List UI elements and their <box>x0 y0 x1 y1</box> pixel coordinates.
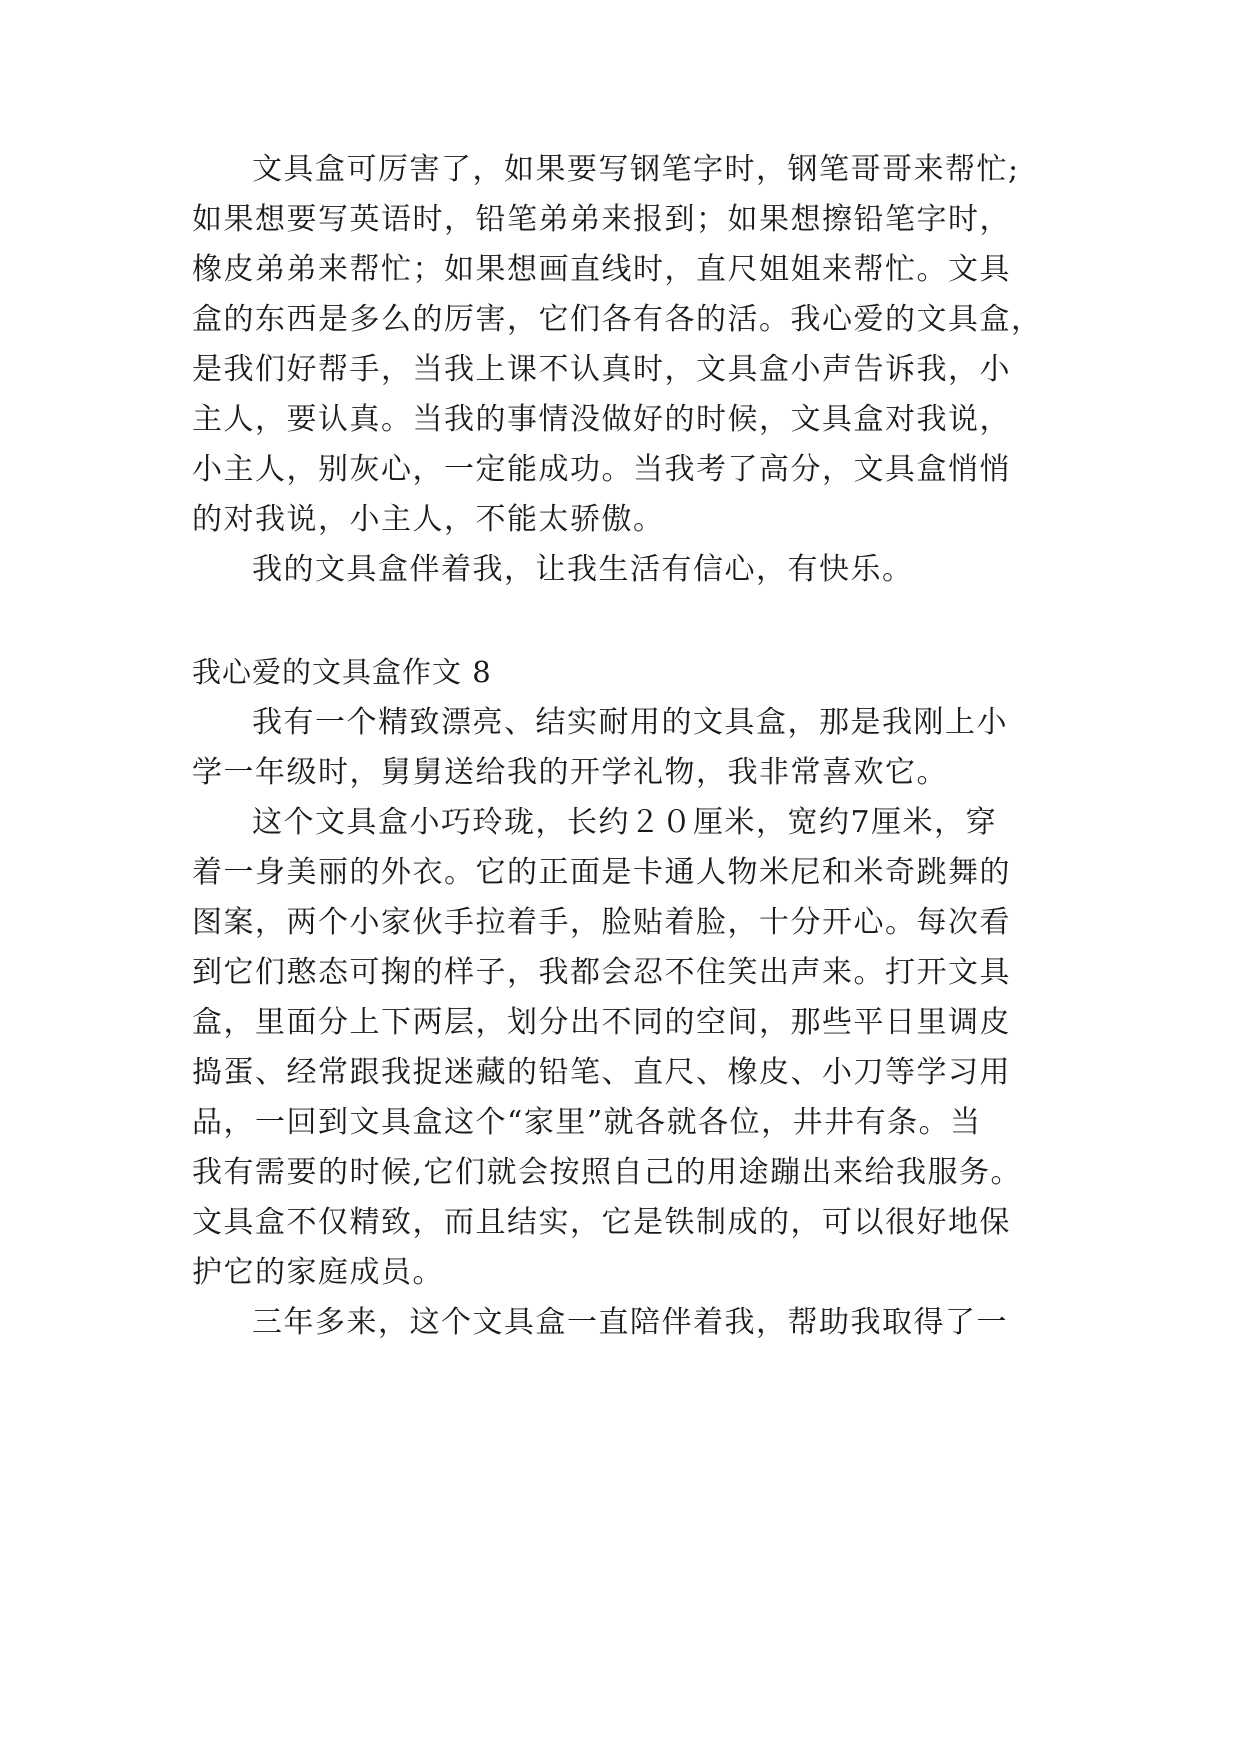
paragraph-line: 学一年级时，舅舅送给我的开学礼物，我非常喜欢它。 <box>192 755 948 790</box>
paragraph-line: 橡皮弟弟来帮忙；如果想画直线时，直尺姐姐来帮忙。文具 <box>192 252 1011 287</box>
paragraph-line: 我的文具盒伴着我，让我生活有信心，有快乐。 <box>252 552 914 587</box>
paragraph-line: 护它的家庭成员。 <box>192 1255 444 1290</box>
paragraph-line: 我有一个精致漂亮、结实耐用的文具盒，那是我刚上小 <box>252 705 1008 740</box>
paragraph-line: 小主人，别灰心，一定能成功。当我考了高分，文具盒悄悄 <box>192 452 1011 487</box>
paragraph-line: 盒，里面分上下两层，划分出不同的空间，那些平日里调皮 <box>192 1005 1011 1040</box>
paragraph-line: 图案，两个小家伙手拉着手，脸贴着脸，十分开心。每次看 <box>192 905 1011 940</box>
paragraph-line: 如果想要写英语时，铅笔弟弟来报到；如果想擦铅笔字时， <box>192 202 1011 237</box>
paragraph-line: 主人，要认真。当我的事情没做好的时候，文具盒对我说， <box>192 402 1011 437</box>
section-heading: 我心爱的文具盒作文 8 <box>192 655 492 689</box>
paragraph-line: 盒的东西是多么的厉害，它们各有各的活。我心爱的文具盒， <box>192 302 1043 337</box>
paragraph-line: 到它们憨态可掬的样子，我都会忍不住笑出声来。打开文具 <box>192 955 1011 990</box>
paragraph-line: 捣蛋、经常跟我捉迷藏的铅笔、直尺、橡皮、小刀等学习用 <box>192 1055 1011 1090</box>
paragraph-line: 是我们好帮手，当我上课不认真时，文具盒小声告诉我，小 <box>192 352 1011 387</box>
paragraph-line: 三年多来，这个文具盒一直陪伴着我，帮助我取得了一 <box>252 1305 1008 1340</box>
paragraph-line: 文具盒可厉害了，如果要写钢笔字时，钢笔哥哥来帮忙; <box>252 152 1020 187</box>
paragraph-line: 文具盒不仅精致，而且结实，它是铁制成的，可以很好地保 <box>192 1205 1011 1240</box>
paragraph-line: 我有需要的时候,它们就会按照自己的用途蹦出来给我服务。 <box>192 1155 1023 1190</box>
paragraph-line: 品，一回到文具盒这个“家里”就各就各位，井井有条。当 <box>192 1105 982 1140</box>
paragraph-line: 的对我说，小主人，不能太骄傲。 <box>192 502 665 537</box>
paragraph-line: 着一身美丽的外衣。它的正面是卡通人物米尼和米奇跳舞的 <box>192 855 1011 890</box>
paragraph-line: 这个文具盒小巧玲珑，长约２０厘米，宽约7厘米，穿 <box>252 805 998 840</box>
